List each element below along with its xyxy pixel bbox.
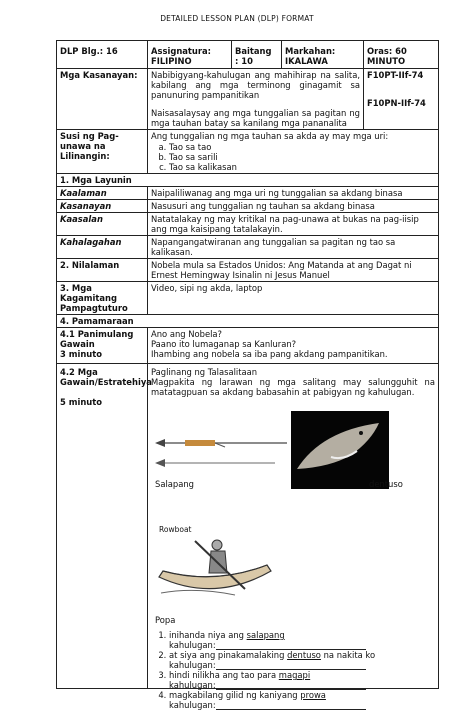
nilalaman-row [57,259,439,282]
list-item: a. Tao sa tao [169,142,435,152]
kaasalan-text: Natatalakay ng may kritikal na pag-unawa at bukas na pag-iisip ang mga kaisipang tatalakayin. [148,213,439,236]
kahalagahan-row [57,236,439,259]
list-item: c. Tao sa kalikasan [169,162,435,172]
panimulang-row [57,328,439,364]
popa-caption: Popa [155,615,176,625]
document-title: DETAILED LESSON PLAN (DLP) FORMAT [160,14,314,23]
shark-illustration [291,411,389,489]
list-item: 3. hindi nilikha ang tao para magapi kahulugan: [169,670,405,690]
gawain-instruction: Magpakita ng larawan ng mga salitang may salungguhit na matatagpuan sa akdang babasahin at pabigyan ng kahulugan. [151,377,435,397]
kaasalan-row [57,213,439,236]
kasanayan-codes: F10PT-IIf-74 F10PN-IIf-74 [364,69,439,130]
kahalagahan-text: Napangangatwiranan ang tunggalian sa pagitan ng tao sa kalikasan. [148,236,439,259]
kagamitan-text: Video, sipi ng akda, laptop [148,282,439,315]
kasanayan-objective-text: Nasusuri ang tunggalian ng tauhan sa akdang binasa [148,200,439,213]
panimulang-text: Ano ang Nobela? Paano ito lumaganap sa Kanluran? Ihambing ang nobela sa iba pang akdang pampanitikan. [148,328,439,364]
baitang-cell: Baitang : 10 [232,41,282,69]
picture-area [151,397,435,710]
rowboat-caption: Rowboat [159,525,192,534]
kagamitan-label: 3. Mga Kagamitang Pampagtuturo [57,282,148,315]
kaalaman-row [57,187,439,200]
kahalagahan-label: Kahalagahan [57,236,148,259]
kaalaman-text: Naipaliliwanag ang mga uri ng tunggalian sa akdang binasa [148,187,439,200]
kagamitan-row [57,282,439,315]
nilalaman-label: 2. Nilalaman [57,259,148,282]
dentuso-caption: dentuso [369,479,403,489]
salapang-caption: Salapang [155,479,194,489]
gawain-content [148,364,439,710]
list-item: 4. magkabilang gilid ng kaniyang prowa kahulugan: [169,690,405,710]
lesson-plan-table [56,40,439,710]
oras-cell: Oras: 60 MINUTO [364,41,439,69]
nilalaman-text: Nobela mula sa Estados Unidos: Ang Matanda at ang Dagat ni Ernest Hemingway Isinalin ni Jesus Manuel [148,259,439,282]
dlp-number: DLP Blg.: 16 [57,41,148,69]
layunin-label: 1. Mga Layunin [57,174,439,187]
gawain-label: 4.2 Mga Gawain/Estratehiya 5 minuto [57,364,148,689]
layunin-row [57,174,439,187]
kaasalan-label: Kaasalan [57,213,148,236]
harpoon-illustration [155,433,295,473]
header-row [57,41,439,69]
list-item: 1. inihanda niya ang salapang kahulugan: [169,630,405,650]
rowboat-illustration [155,525,275,605]
kasanayan-objective-label: Kasanayan [57,200,148,213]
markahan-cell: Markahan: IKALAWA [282,41,364,69]
susi-label: Susi ng Pag-unawa na Lilinangin: [57,130,148,174]
susi-row [57,130,439,174]
kaalaman-label: Kaalaman [57,187,148,200]
gawain-title: Paglinang ng Talasalitaan [151,367,258,377]
susi-list [151,142,435,172]
gawain-row [57,364,439,689]
susi-content: Ang tunggalian ng mga tauhan sa akda ay may mga uri: a. Tao sa tao b. Tao sa sarili c. Tao sa kalikasan [148,130,439,174]
kasanayan-row [57,69,439,130]
kasanayan-text: Nabibigyang-kahulugan ang mahihirap na salita, kabilang ang mga terminong ginagamit sa panunuring pampanitikan Naisasalaysay ang mga tunggalian sa pagitan ng mga tauhan batay sa kanilang mga pananalita [148,69,364,130]
pamamaraan-row [57,315,439,328]
kasanayan-label: Mga Kasanayan: [57,69,148,130]
kasanayan-objective-row [57,200,439,213]
vocabulary-list [151,630,405,710]
list-item: 2. at siya ang pinakamalaking dentuso na nakita ko kahulugan: [169,650,405,670]
pamamaraan-label: 4. Pamamaraan [57,315,439,328]
list-item: b. Tao sa sarili [169,152,435,162]
assignatura-cell: Assignatura: FILIPINO [148,41,232,69]
panimulang-label: 4.1 Panimulang Gawain 3 minuto [57,328,148,364]
